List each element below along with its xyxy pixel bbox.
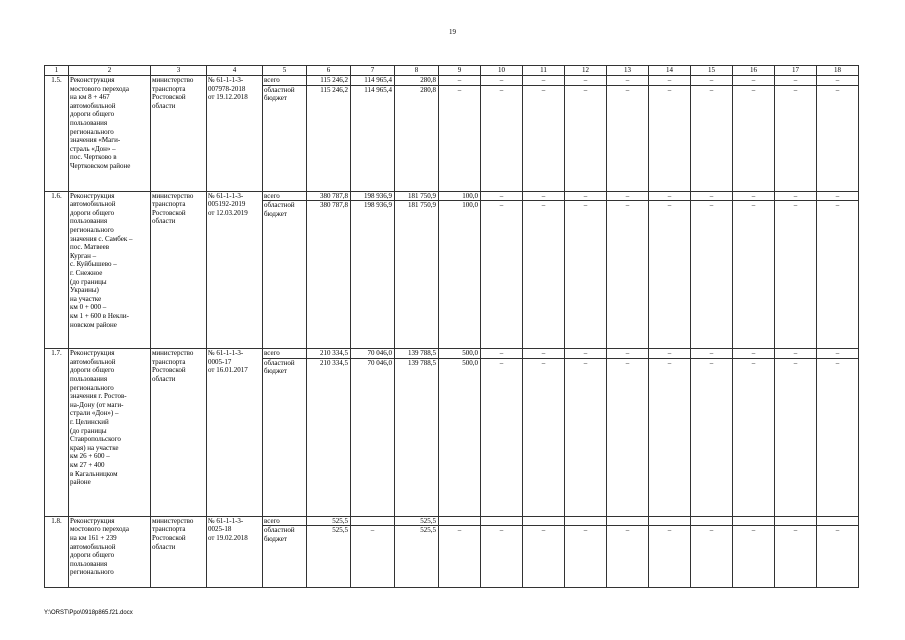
column-number-row [45, 66, 859, 76]
funding-source-line: бюджет [264, 209, 287, 218]
value-col-10 [481, 516, 523, 526]
object-name-line: Украины) [70, 286, 99, 295]
funding-source-line: всего [264, 76, 280, 84]
column-number-2: 2 [69, 66, 151, 76]
expertise-document [207, 76, 263, 192]
expertise-document [207, 191, 263, 349]
value-col-13: – [607, 201, 649, 349]
value-col-18: – [817, 85, 859, 191]
object-name-line: регионального [70, 127, 114, 136]
value-col-15: – [691, 358, 733, 516]
row-id: 1.5. [45, 76, 69, 192]
value-col-9: – [439, 85, 481, 191]
value-col-13 [607, 516, 649, 526]
object-name-line: км 26 + 600 – [70, 452, 110, 461]
object-name-line: пользования [70, 217, 108, 226]
row-id: 1.6. [45, 191, 69, 349]
row-id: 1.8. [45, 516, 69, 588]
funding-source [263, 191, 307, 201]
value-col-14: – [649, 191, 691, 201]
object-name-line: км 1 + 600 в Некли- [70, 311, 129, 320]
value-col-10: – [481, 85, 523, 191]
value-col-8: 525,5 [395, 516, 439, 526]
column-number-14: 14 [649, 66, 691, 76]
value-col-13: – [607, 76, 649, 86]
value-col-14: – [649, 349, 691, 359]
object-name-line: значения «Маги- [70, 136, 121, 145]
funding-source-line: всего [264, 191, 280, 200]
value-col-17: – [775, 201, 817, 349]
value-col-9: 500,0 [439, 349, 481, 359]
column-number-13: 13 [607, 66, 649, 76]
customer-line: министерство [152, 191, 194, 200]
expertise-document-line: 0025-18 [208, 525, 232, 534]
object-name-line: пользования [70, 118, 108, 127]
column-number-7: 7 [351, 66, 395, 76]
value-col-7: 198 936,9 [351, 201, 395, 349]
funding-source-line: областной [264, 201, 295, 210]
table-row [45, 349, 859, 359]
object-name-line: пользования [70, 559, 108, 568]
value-col-6: 210 334,5 [307, 358, 351, 516]
value-col-17: – [775, 76, 817, 86]
value-col-16: – [733, 201, 775, 349]
value-col-14: – [649, 76, 691, 86]
value-col-9: 500,0 [439, 358, 481, 516]
value-col-16 [733, 516, 775, 526]
value-col-15: – [691, 201, 733, 349]
expertise-document-line: от 19.02.2018 [208, 533, 248, 542]
expertise-document-line: 007978-2018 [208, 84, 246, 93]
object-name-line: на км 161 + 239 [70, 533, 117, 542]
customer [151, 349, 207, 517]
object-name-line: дороги общего [70, 366, 115, 375]
value-col-6: 525,5 [307, 526, 351, 588]
row-id: 1.7. [45, 349, 69, 517]
value-col-12: – [565, 191, 607, 201]
object-name-line: с. Куйбышево – [70, 260, 117, 269]
object-name-line: регионального [70, 225, 114, 234]
value-col-15: – [691, 191, 733, 201]
column-number-4: 4 [207, 66, 263, 76]
value-col-11 [523, 516, 565, 526]
object-name-line: км 27 + 400 [70, 460, 105, 469]
value-col-17: – [775, 358, 817, 516]
object-name-line: мостового перехода [70, 84, 129, 93]
object-name-line: г. Снежное [70, 268, 103, 277]
value-col-14: – [649, 526, 691, 588]
object-name-line: Ставропольского [70, 435, 121, 444]
value-col-11: – [523, 349, 565, 359]
value-col-8: 181 750,9 [395, 201, 439, 349]
value-col-7: 114 965,4 [351, 85, 395, 191]
value-col-9: – [439, 76, 481, 86]
expertise-document [207, 349, 263, 517]
column-number-15: 15 [691, 66, 733, 76]
value-col-11: – [523, 76, 565, 86]
customer-line: транспорта [152, 525, 186, 534]
object-name-line: Реконструкция [70, 349, 115, 358]
funding-source-line: областной [264, 358, 295, 367]
value-col-8: 181 750,9 [395, 191, 439, 201]
value-col-17: – [775, 349, 817, 359]
customer-line: транспорта [152, 84, 186, 93]
value-col-10: – [481, 201, 523, 349]
value-col-16: – [733, 358, 775, 516]
customer-line: транспорта [152, 357, 186, 366]
value-col-12: – [565, 85, 607, 191]
value-col-10: – [481, 526, 523, 588]
object-name-line: на км 8 + 467 [70, 93, 110, 102]
object-name-line: мостового перехода [70, 525, 129, 534]
object-name-line: автомобильной [70, 200, 116, 209]
value-col-10: – [481, 191, 523, 201]
value-col-13: – [607, 349, 649, 359]
object-name [69, 349, 151, 517]
funding-source [263, 201, 307, 349]
table-row [45, 191, 859, 201]
object-name-line: автомобильной [70, 542, 116, 551]
object-name-line: автомобильной [70, 101, 116, 110]
table-row [45, 76, 859, 86]
object-name-line: Реконструкция [70, 76, 115, 84]
page-number: 19 [449, 28, 456, 36]
customer-line: Ростовской [152, 533, 186, 542]
funding-source-line: всего [264, 349, 280, 358]
object-name-line: Реконструкция [70, 516, 115, 525]
customer [151, 76, 207, 192]
table-row [45, 516, 859, 526]
value-col-9 [439, 516, 481, 526]
value-col-18: – [817, 76, 859, 86]
funding-source [263, 358, 307, 516]
funding-source-line: бюджет [264, 94, 287, 103]
customer-line: Ростовской [152, 366, 186, 375]
expertise-document-line: № 61-1-1-3- [208, 349, 244, 358]
value-col-13: – [607, 358, 649, 516]
object-name-line: дороги общего [70, 110, 115, 119]
column-number-6: 6 [307, 66, 351, 76]
value-col-14: – [649, 85, 691, 191]
object-name-line: Чертковском районе [70, 161, 131, 170]
value-col-11: – [523, 85, 565, 191]
value-col-6: 380 787,8 [307, 191, 351, 201]
object-name-line: км 0 + 000 – [70, 303, 107, 312]
funding-source-line: бюджет [264, 534, 287, 543]
object-name-line: страль «Дон» – [70, 144, 116, 153]
object-name-line: на участке [70, 294, 102, 303]
value-col-16: – [733, 526, 775, 588]
value-col-17: – [775, 85, 817, 191]
customer-line: области [152, 217, 176, 226]
column-number-10: 10 [481, 66, 523, 76]
value-col-17: – [775, 191, 817, 201]
object-name-line: пос. Матвеев [70, 243, 110, 252]
value-col-16: – [733, 85, 775, 191]
customer-line: области [152, 101, 176, 110]
value-col-6: 115 246,2 [307, 85, 351, 191]
object-name-line: регионального [70, 568, 114, 577]
object-name-line: дороги общего [70, 208, 115, 217]
funding-source [263, 76, 307, 86]
customer-line: области [152, 374, 176, 383]
object-name-line: значения г. Ростов- [70, 392, 127, 401]
customer [151, 191, 207, 349]
value-col-9: 100,0 [439, 191, 481, 201]
value-col-7: 198 936,9 [351, 191, 395, 201]
column-number-3: 3 [151, 66, 207, 76]
value-col-12: – [565, 526, 607, 588]
value-col-6: 115 246,2 [307, 76, 351, 86]
expertise-document-line: 0005-17 [208, 357, 232, 366]
value-col-11: – [523, 358, 565, 516]
value-col-11: – [523, 201, 565, 349]
value-col-7: 114 965,4 [351, 76, 395, 86]
value-col-18: – [817, 358, 859, 516]
value-col-17 [775, 516, 817, 526]
projects-table [44, 65, 859, 588]
value-col-13: – [607, 526, 649, 588]
customer-line: министерство [152, 516, 194, 525]
column-number-18: 18 [817, 66, 859, 76]
funding-source [263, 85, 307, 191]
value-col-13: – [607, 85, 649, 191]
value-col-8: 280,8 [395, 85, 439, 191]
value-col-14: – [649, 201, 691, 349]
value-col-8: 525,5 [395, 526, 439, 588]
value-col-15: – [691, 526, 733, 588]
expertise-document-line: № 61-1-1-3- [208, 76, 244, 84]
value-col-16: – [733, 191, 775, 201]
object-name-line: г. Целинский [70, 417, 109, 426]
value-col-10: – [481, 76, 523, 86]
column-number-9: 9 [439, 66, 481, 76]
value-col-8: 280,8 [395, 76, 439, 86]
value-col-14 [649, 516, 691, 526]
expertise-document-line: от 19.12.2018 [208, 93, 248, 102]
object-name-line: пос. Чертково в [70, 153, 117, 162]
value-col-15: – [691, 76, 733, 86]
value-col-7 [351, 516, 395, 526]
value-col-17: – [775, 526, 817, 588]
object-name-line: регионального [70, 383, 114, 392]
value-col-11: – [523, 191, 565, 201]
column-number-11: 11 [523, 66, 565, 76]
object-name [69, 76, 151, 192]
object-name-line: на-Дону (от маги- [70, 400, 124, 409]
value-col-18: – [817, 526, 859, 588]
customer-line: транспорта [152, 200, 186, 209]
value-col-16: – [733, 349, 775, 359]
value-col-7: 70 046,0 [351, 349, 395, 359]
value-col-7: 70 046,0 [351, 358, 395, 516]
value-col-13: – [607, 191, 649, 201]
object-name-line: (до границы [70, 426, 107, 435]
customer-line: министерство [152, 349, 194, 358]
value-col-9: – [439, 526, 481, 588]
expertise-document [207, 516, 263, 588]
value-col-18: – [817, 349, 859, 359]
object-name-line: края) на участке [70, 443, 119, 452]
value-col-18: – [817, 191, 859, 201]
expertise-document-line: от 12.03.2019 [208, 208, 248, 217]
object-name-line: районе [70, 478, 91, 487]
customer-line: области [152, 542, 176, 551]
value-col-14: – [649, 358, 691, 516]
object-name-line: Реконструкция [70, 191, 115, 200]
object-name-line: пользования [70, 374, 108, 383]
value-col-12: – [565, 76, 607, 86]
object-name-line: Курган – [70, 251, 97, 260]
column-number-1: 1 [45, 66, 69, 76]
value-col-6: 380 787,8 [307, 201, 351, 349]
funding-source [263, 516, 307, 526]
object-name-line: страли «Дон») – [70, 409, 119, 418]
value-col-12: – [565, 201, 607, 349]
value-col-8: 139 788,5 [395, 349, 439, 359]
customer [151, 516, 207, 588]
value-col-12 [565, 516, 607, 526]
value-col-15: – [691, 85, 733, 191]
value-col-8: 139 788,5 [395, 358, 439, 516]
customer-line: Ростовской [152, 93, 186, 102]
value-col-15: – [691, 349, 733, 359]
expertise-document-line: № 61-1-1-3- [208, 516, 244, 525]
object-name [69, 516, 151, 588]
file-path-footer: Y:\ORST\Ppo\0918p865.f21.docx [44, 610, 133, 616]
value-col-18: – [817, 201, 859, 349]
expertise-document-line: № 61-1-1-3- [208, 191, 244, 200]
expertise-document-line: от 16.01.2017 [208, 366, 248, 375]
object-name-line: (до границы [70, 277, 107, 286]
object-name-line: значения с. Самбек – [70, 234, 133, 243]
value-col-18 [817, 516, 859, 526]
column-number-17: 17 [775, 66, 817, 76]
object-name-line: в Кагальницком [70, 469, 118, 478]
funding-source [263, 526, 307, 588]
column-number-8: 8 [395, 66, 439, 76]
value-col-6: 210 334,5 [307, 349, 351, 359]
column-number-12: 12 [565, 66, 607, 76]
value-col-9: 100,0 [439, 201, 481, 349]
column-number-5: 5 [263, 66, 307, 76]
value-col-11: – [523, 526, 565, 588]
funding-source-line: бюджет [264, 367, 287, 376]
value-col-16: – [733, 76, 775, 86]
customer-line: Ростовской [152, 208, 186, 217]
funding-source-line: всего [264, 516, 280, 525]
value-col-15 [691, 516, 733, 526]
expertise-document-line: 005192-2019 [208, 200, 246, 209]
value-col-12: – [565, 349, 607, 359]
object-name [69, 191, 151, 349]
funding-source [263, 349, 307, 359]
value-col-12: – [565, 358, 607, 516]
value-col-10: – [481, 358, 523, 516]
value-col-6: 525,5 [307, 516, 351, 526]
object-name-line: дороги общего [70, 551, 115, 560]
funding-source-line: областной [264, 526, 295, 535]
value-col-7: – [351, 526, 395, 588]
object-name-line: новском районе [70, 320, 117, 329]
object-name-line: автомобильной [70, 357, 116, 366]
customer-line: министерство [152, 76, 194, 84]
funding-source-line: областной [264, 85, 295, 94]
value-col-10: – [481, 349, 523, 359]
column-number-16: 16 [733, 66, 775, 76]
